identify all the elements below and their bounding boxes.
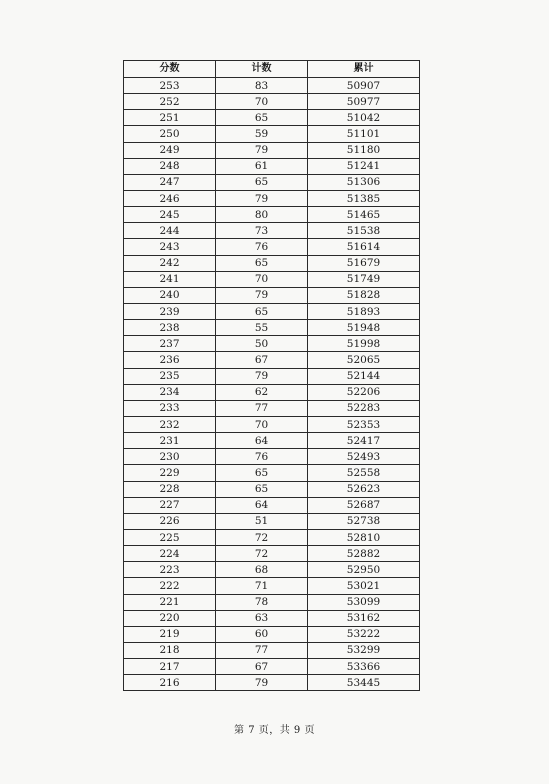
cell-score: 227 [124,497,216,513]
table-row [124,449,420,465]
cell-count: 67 [216,352,308,368]
cell-count: 65 [216,110,308,126]
cell-count: 61 [216,158,308,174]
table-row [124,481,420,497]
cell-count: 59 [216,126,308,142]
cell-count: 77 [216,642,308,658]
cell-score: 239 [124,303,216,319]
cell-score: 222 [124,578,216,594]
cell-cumulative: 51998 [308,336,420,352]
cell-score: 240 [124,287,216,303]
cell-cumulative: 50977 [308,94,420,110]
cell-count: 70 [216,94,308,110]
cell-count: 83 [216,78,308,94]
table-row [124,142,420,158]
cell-score: 232 [124,416,216,432]
cell-score: 233 [124,400,216,416]
cell-count: 73 [216,223,308,239]
cell-count: 64 [216,497,308,513]
cell-score: 221 [124,594,216,610]
cell-cumulative: 52353 [308,416,420,432]
table-row [124,190,420,206]
cell-count: 79 [216,142,308,158]
header-score: 分数 [124,61,216,78]
cell-count: 65 [216,174,308,190]
header-count: 计数 [216,61,308,78]
cell-count: 55 [216,320,308,336]
cell-cumulative: 52493 [308,449,420,465]
table-row [124,255,420,271]
table-header-row [124,61,420,78]
cell-score: 248 [124,158,216,174]
table-row [124,594,420,610]
cell-count: 67 [216,659,308,675]
cell-score: 229 [124,465,216,481]
cell-score: 245 [124,207,216,223]
cell-cumulative: 51893 [308,303,420,319]
table-row [124,287,420,303]
cell-cumulative: 50907 [308,78,420,94]
cell-count: 79 [216,190,308,206]
cell-score: 251 [124,110,216,126]
cell-count: 79 [216,675,308,691]
cell-cumulative: 53099 [308,594,420,610]
cell-count: 63 [216,610,308,626]
cell-count: 60 [216,626,308,642]
cell-cumulative: 51241 [308,158,420,174]
cell-count: 70 [216,271,308,287]
header-cumulative: 累计 [308,61,420,78]
cell-count: 72 [216,546,308,562]
table-row [124,223,420,239]
table-row [124,659,420,675]
cell-cumulative: 51042 [308,110,420,126]
table-row [124,303,420,319]
table-row [124,642,420,658]
cell-cumulative: 51101 [308,126,420,142]
cell-count: 78 [216,594,308,610]
cell-cumulative: 53299 [308,642,420,658]
table-row [124,271,420,287]
cell-score: 226 [124,513,216,529]
cell-score: 238 [124,320,216,336]
table-row [124,94,420,110]
cell-cumulative: 52810 [308,529,420,545]
cell-count: 76 [216,449,308,465]
cell-score: 231 [124,433,216,449]
cell-count: 71 [216,578,308,594]
cell-score: 225 [124,529,216,545]
cell-score: 217 [124,659,216,675]
cell-cumulative: 51749 [308,271,420,287]
table-row [124,174,420,190]
cell-cumulative: 52882 [308,546,420,562]
cell-score: 236 [124,352,216,368]
table-row [124,158,420,174]
cell-score: 242 [124,255,216,271]
cell-cumulative: 53021 [308,578,420,594]
cell-cumulative: 52738 [308,513,420,529]
cell-count: 65 [216,465,308,481]
cell-count: 62 [216,384,308,400]
cell-score: 249 [124,142,216,158]
table-row [124,239,420,255]
table-row [124,416,420,432]
cell-score: 237 [124,336,216,352]
table-row [124,497,420,513]
cell-count: 79 [216,287,308,303]
cell-cumulative: 51948 [308,320,420,336]
cell-score: 243 [124,239,216,255]
cell-cumulative: 52206 [308,384,420,400]
cell-cumulative: 52558 [308,465,420,481]
cell-score: 234 [124,384,216,400]
table-row [124,126,420,142]
table-row [124,384,420,400]
cell-count: 65 [216,303,308,319]
cell-count: 72 [216,529,308,545]
table-row [124,562,420,578]
cell-cumulative: 51679 [308,255,420,271]
cell-score: 228 [124,481,216,497]
cell-count: 80 [216,207,308,223]
cell-count: 65 [216,481,308,497]
table-row [124,207,420,223]
cell-cumulative: 52950 [308,562,420,578]
cell-count: 65 [216,255,308,271]
table-row [124,675,420,691]
cell-score: 244 [124,223,216,239]
cell-score: 220 [124,610,216,626]
cell-score: 247 [124,174,216,190]
table-row [124,578,420,594]
table-row [124,610,420,626]
cell-count: 68 [216,562,308,578]
cell-cumulative: 52144 [308,368,420,384]
cell-score: 218 [124,642,216,658]
cell-cumulative: 51180 [308,142,420,158]
cell-cumulative: 53162 [308,610,420,626]
table-row [124,626,420,642]
cell-count: 64 [216,433,308,449]
table-row [124,513,420,529]
cell-cumulative: 53366 [308,659,420,675]
cell-score: 246 [124,190,216,206]
cell-cumulative: 51614 [308,239,420,255]
cell-score: 223 [124,562,216,578]
cell-cumulative: 52687 [308,497,420,513]
cell-score: 253 [124,78,216,94]
table-row [124,529,420,545]
cell-cumulative: 51465 [308,207,420,223]
cell-score: 252 [124,94,216,110]
table-row [124,546,420,562]
table-row [124,352,420,368]
cell-score: 250 [124,126,216,142]
table-row [124,368,420,384]
cell-score: 219 [124,626,216,642]
cell-score: 216 [124,675,216,691]
cell-count: 77 [216,400,308,416]
page-number-footer: 第 7 页，共 9 页 [234,725,315,736]
cell-cumulative: 52065 [308,352,420,368]
cell-cumulative: 53222 [308,626,420,642]
cell-score: 224 [124,546,216,562]
cell-cumulative: 51538 [308,223,420,239]
cell-cumulative: 53445 [308,675,420,691]
cell-count: 76 [216,239,308,255]
cell-cumulative: 51306 [308,174,420,190]
table-row [124,433,420,449]
cell-cumulative: 52283 [308,400,420,416]
table-row [124,78,420,94]
cell-score: 230 [124,449,216,465]
cell-score: 235 [124,368,216,384]
cell-count: 79 [216,368,308,384]
cell-count: 51 [216,513,308,529]
score-distribution-table [123,60,420,691]
cell-count: 70 [216,416,308,432]
cell-cumulative: 51828 [308,287,420,303]
table-row [124,110,420,126]
table-body [124,78,420,691]
cell-count: 50 [216,336,308,352]
table-row [124,336,420,352]
cell-cumulative: 51385 [308,190,420,206]
cell-cumulative: 52417 [308,433,420,449]
table-row [124,465,420,481]
table-row [124,400,420,416]
cell-cumulative: 52623 [308,481,420,497]
cell-score: 241 [124,271,216,287]
table-row [124,320,420,336]
